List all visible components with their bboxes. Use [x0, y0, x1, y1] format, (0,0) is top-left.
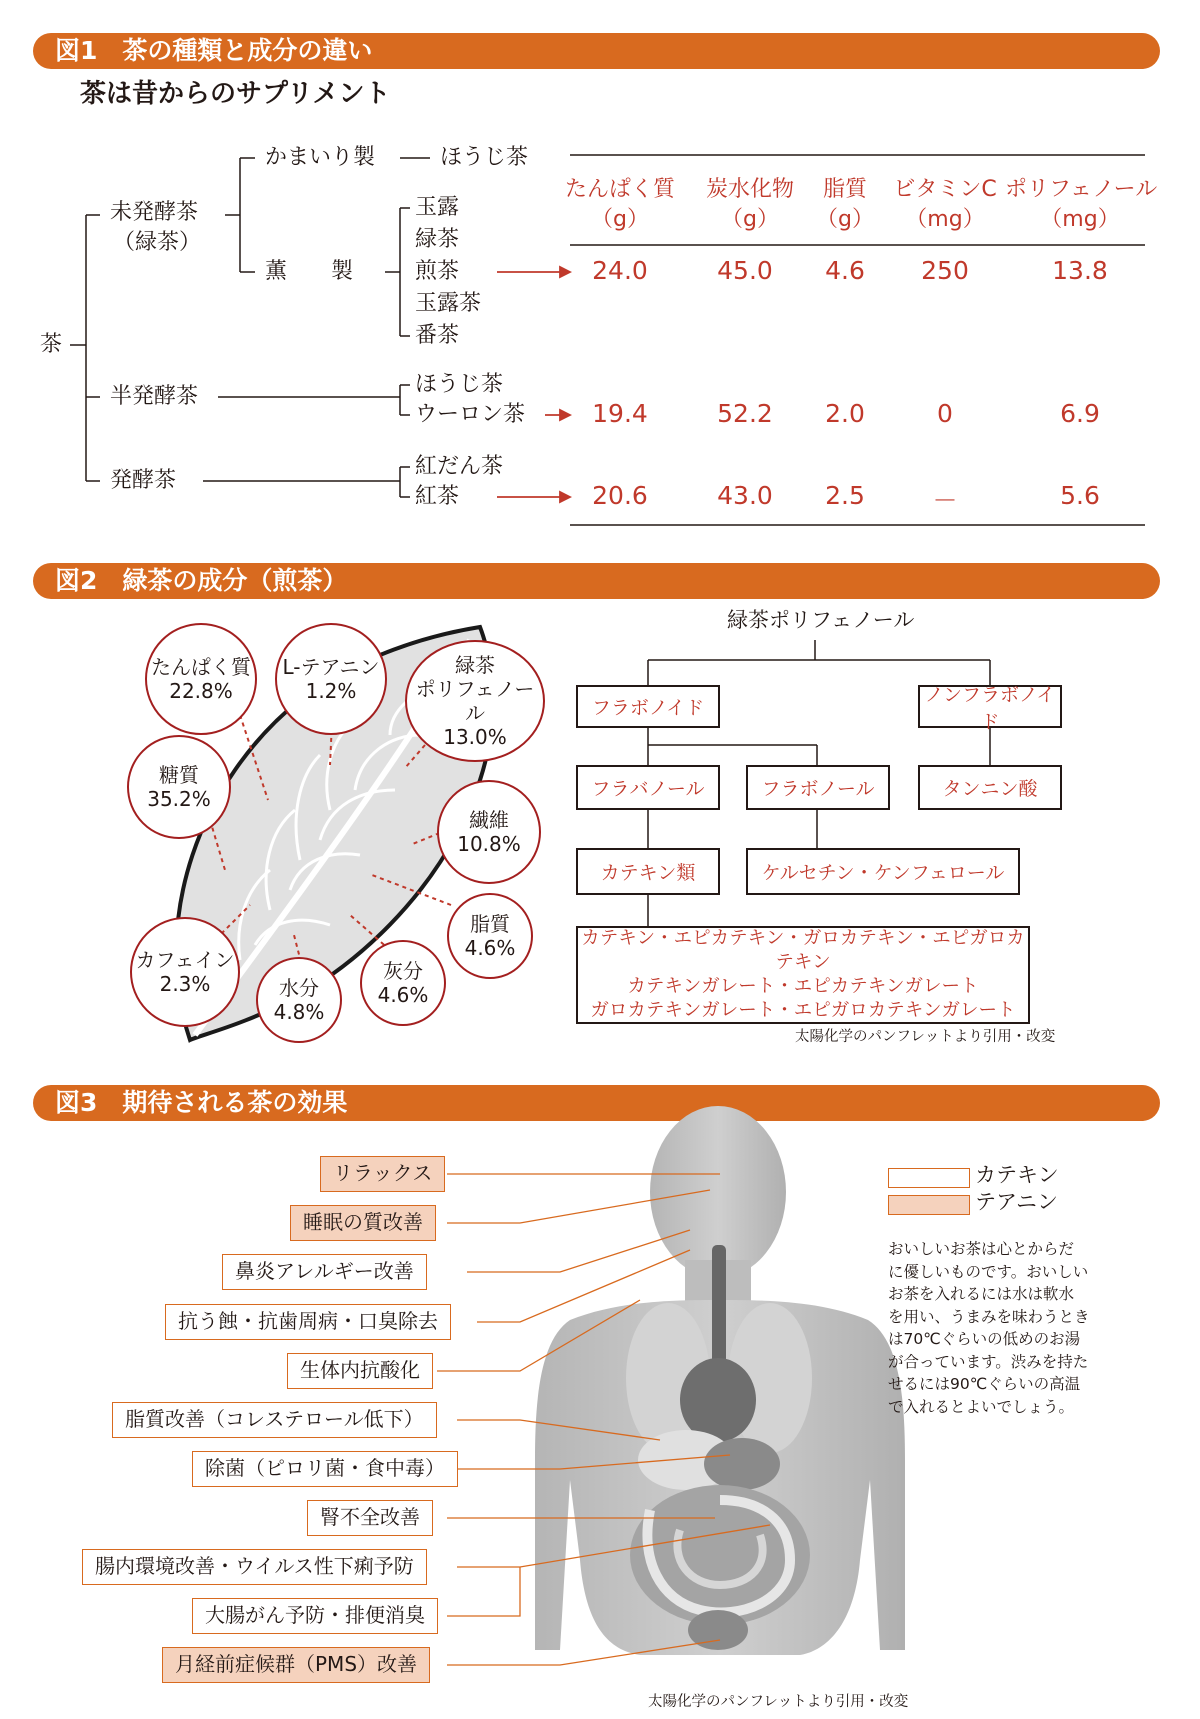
fig2-banner: 図2 緑茶の成分（煎茶） [33, 563, 1160, 599]
cell-sencha-vitc: 250 [921, 256, 969, 285]
col-header-fat: 脂質 （g） [816, 177, 874, 232]
cell-oolong-carbs: 52.2 [717, 399, 773, 428]
effect-antioxidant: 生体内抗酸化 [287, 1353, 433, 1389]
cell-sencha-fat: 4.6 [825, 256, 865, 285]
tree-unfermented: 未発酵茶 [110, 200, 199, 225]
tea-note: おいしいお茶は心とからだ に優しいものです。おいしい お茶を入れるには水は軟水 を用い、うまみを味わうとき は70℃ぐらいの低めのお湯 が合っています。渋みを持た せるには90℃ぐらいの高温 で入れるとよいでしょう。 [888, 1240, 1090, 1416]
component-theanine: L-テアニン 1.2% [275, 623, 387, 735]
semi-tea-0: ほうじ茶 [415, 372, 504, 397]
effect-sleep: 睡眠の質改善 [290, 1205, 436, 1241]
tree-nonflavonoid: ノンフラボノイド [918, 685, 1062, 728]
effect-relax: リラックス [320, 1156, 445, 1192]
component-polyphenol: 緑茶 ポリフェノール 13.0% [405, 640, 545, 762]
component-lipid: 脂質 4.6% [447, 893, 533, 979]
tree-flavonol: フラボノール [746, 765, 890, 810]
tree-fermented: 発酵茶 [110, 468, 177, 493]
col-header-protein: たんぱく質 （g） [564, 177, 675, 232]
tree-unfermented-sub: （緑茶） [113, 230, 202, 255]
legend-theanine-swatch [888, 1195, 970, 1215]
tree-root-tea: 茶 [40, 332, 63, 357]
cell-blacktea-fat: 2.5 [825, 481, 865, 510]
fig2-source: 太陽化学のパンフレットより引用・改変 [795, 1029, 1056, 1045]
steamed-tea-0: 玉露 [415, 195, 460, 220]
tree-catechins: カテキン類 [576, 848, 720, 895]
tree-kamairi: かまいり製 [265, 145, 376, 170]
col-header-polyphenol: ポリフェノール （mg） [1005, 177, 1158, 232]
fig3-source: 太陽化学のパンフレットより引用・改変 [648, 1694, 909, 1710]
cell-sencha-protein: 24.0 [592, 256, 648, 285]
legend-theanine-label: テアニン [975, 1190, 1058, 1214]
tree-tannin: タンニン酸 [918, 765, 1062, 810]
steamed-tea-4: 番茶 [415, 323, 460, 348]
tree-flavonoid: フラボノイド [576, 685, 720, 728]
fig3-banner: 図3 期待される茶の効果 [33, 1085, 1160, 1121]
component-caffeine: カフェイン 2.3% [130, 917, 240, 1027]
col-header-carbs: 炭水化物 （g） [705, 177, 794, 232]
tree-catechin-list: カテキン・エピカテキン・ガロカテキン・エピガロカテキン カテキンガレート・エピカテキンガレート ガロカテキンガレート・エピガロカテキンガレート [576, 926, 1030, 1024]
fermented-tea-0: 紅だん茶 [415, 454, 504, 479]
cell-sencha-polyphenol: 13.8 [1052, 256, 1108, 285]
effect-gut: 腸内環境改善・ウイルス性下痢予防 [82, 1549, 427, 1585]
effect-kidney: 腎不全改善 [307, 1500, 433, 1536]
tree-flavanol: フラバノール [576, 765, 720, 810]
effect-colon: 大腸がん予防・排便消臭 [192, 1598, 438, 1634]
cell-oolong-polyphenol: 6.9 [1060, 399, 1100, 428]
effect-pms: 月経前症候群（PMS）改善 [162, 1647, 430, 1683]
cell-blacktea-vitc: － [932, 486, 958, 515]
fig1-banner: 図1 茶の種類と成分の違い [33, 33, 1160, 69]
effect-antibacterial: 除菌（ピロリ菌・食中毒） [192, 1451, 458, 1487]
semi-tea-1: ウーロン茶 [415, 402, 526, 427]
component-sugar: 糖質 35.2% [127, 735, 231, 839]
tree-quercetin: ケルセチン・ケンフェロール [746, 848, 1020, 895]
effect-oral: 抗う蝕・抗歯周病・口臭除去 [165, 1304, 451, 1340]
steamed-tea-2: 煎茶 [415, 259, 460, 284]
component-fiber: 繊維 10.8% [437, 780, 541, 884]
steamed-tea-1: 緑茶 [415, 227, 460, 252]
cell-oolong-protein: 19.4 [592, 399, 648, 428]
cell-oolong-fat: 2.0 [825, 399, 865, 428]
cell-blacktea-carbs: 43.0 [717, 481, 773, 510]
tree-kunsei: 薫 製 [265, 259, 354, 284]
col-header-vitc: ビタミンC （mg） [893, 177, 997, 232]
steamed-tea-3: 玉露茶 [415, 291, 482, 316]
tree-hojicha-top: ほうじ茶 [440, 145, 529, 170]
component-protein: たんぱく質 22.8% [145, 623, 257, 735]
component-water: 水分 4.8% [256, 957, 342, 1043]
cell-blacktea-protein: 20.6 [592, 481, 648, 510]
fig1-subtitle: 茶は昔からのサプリメント [80, 79, 391, 109]
effect-lipid: 脂質改善（コレステロール低下） [112, 1402, 437, 1438]
component-ash: 灰分 4.6% [360, 940, 446, 1026]
cell-blacktea-polyphenol: 5.6 [1060, 481, 1100, 510]
legend-catechin-label: カテキン [975, 1163, 1059, 1187]
tree-semi: 半発酵茶 [110, 384, 199, 409]
cell-oolong-vitc: 0 [937, 399, 953, 428]
effect-rhinitis: 鼻炎アレルギー改善 [222, 1254, 427, 1290]
legend-catechin-swatch [888, 1168, 970, 1188]
fermented-tea-1: 紅茶 [415, 484, 460, 509]
cell-sencha-carbs: 45.0 [717, 256, 773, 285]
tree-polyphenol-root: 緑茶ポリフェノール [727, 608, 915, 632]
